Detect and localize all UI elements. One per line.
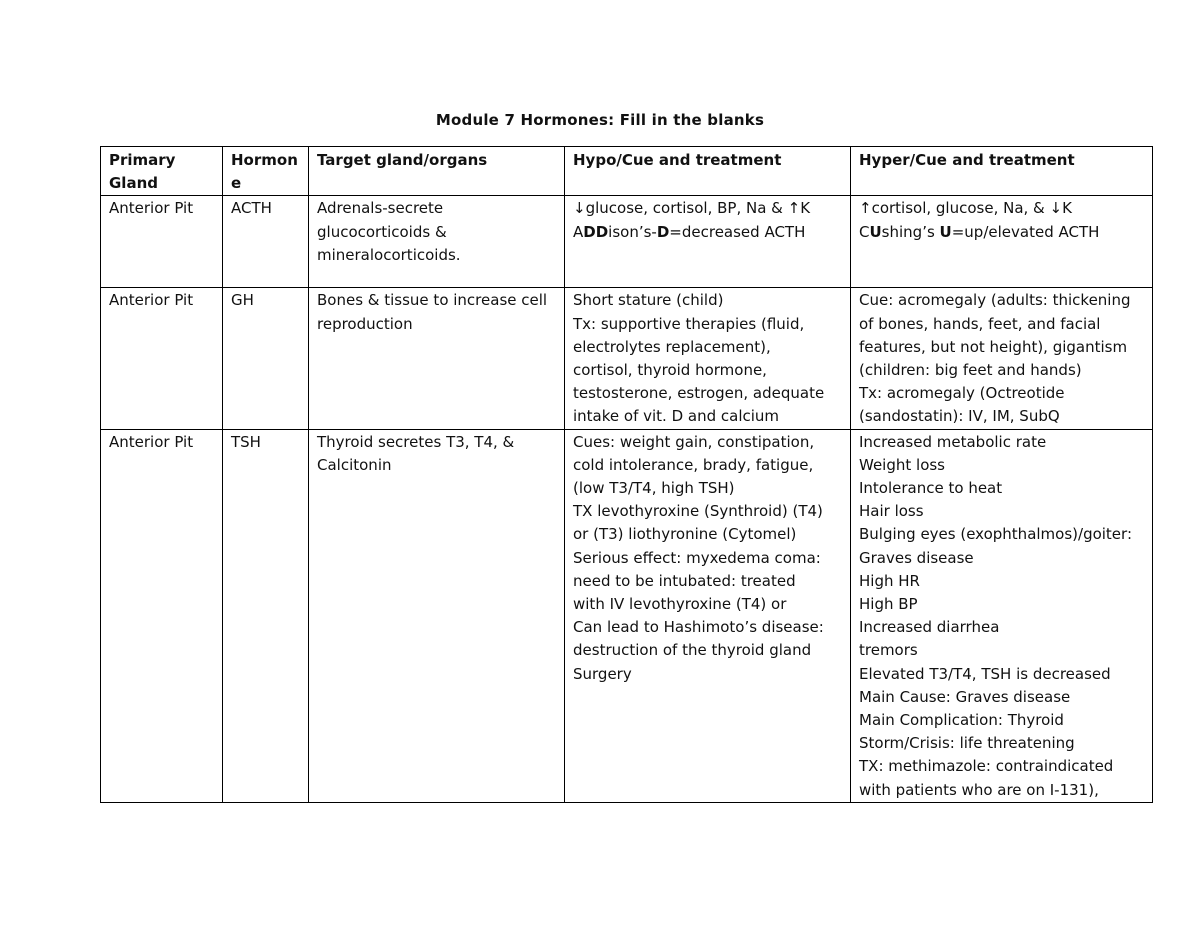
mnemonic-emphasis: U: [869, 222, 882, 241]
cell-line: Weight loss: [859, 455, 946, 474]
cell-line: Increased metabolic rate: [859, 432, 1047, 451]
cell-hyper: [851, 288, 1153, 429]
header-target: Target gland/organs: [309, 147, 565, 196]
cell-line: tremors: [859, 641, 918, 660]
cell-hormone: GH: [223, 288, 309, 429]
cell-target: [309, 288, 565, 429]
cell-line: Tx: acromegaly (Octreotide: [859, 384, 1065, 403]
mnemonic-part: =up/elevated ACTH: [951, 222, 1100, 241]
cell-hypo: [565, 196, 851, 288]
table-row: [101, 196, 1153, 288]
cell-gland: Anterior Pit: [101, 196, 223, 288]
cushings-mnemonic: [859, 221, 1144, 244]
cell-line: High HR: [859, 571, 920, 590]
cell-line: intake of vit. D and calcium: [573, 407, 780, 426]
cell-line: with patients who are on I-131),: [859, 780, 1099, 799]
cell-line: TX: methimazole: contraindicated: [859, 757, 1114, 776]
mnemonic-emphasis: DD: [583, 222, 609, 241]
cell-line: Calcitonin: [317, 455, 392, 474]
hormones-table: [100, 146, 1153, 803]
table-row: [101, 429, 1153, 802]
cell-target: [309, 429, 565, 802]
cell-line: (sandostatin): IV, IM, SubQ: [859, 407, 1060, 426]
cell-gland: Anterior Pit: [101, 429, 223, 802]
cell-line: Hair loss: [859, 502, 924, 521]
header-text: e: [231, 174, 242, 193]
header-hormone: [223, 147, 309, 196]
mnemonic-part: C: [859, 222, 870, 241]
header-primary-gland: [101, 147, 223, 196]
cell-line: of bones, hands, feet, and facial: [859, 314, 1101, 333]
cell-line: mineralocorticoids.: [317, 245, 461, 264]
addisons-mnemonic: [573, 221, 842, 244]
header-text: Primary: [109, 151, 176, 169]
cell-line: Can lead to Hashimoto’s disease:: [573, 618, 824, 637]
cell-hypo: [565, 429, 851, 802]
mnemonic-part: A: [573, 222, 584, 241]
cell-line: with IV levothyroxine (T4) or: [573, 595, 787, 614]
cell-hyper: [851, 196, 1153, 288]
cell-line: need to be intubated: treated: [573, 571, 796, 590]
cell-gland: Anterior Pit: [101, 288, 223, 429]
cell-line: Thyroid secretes T3, T4, &: [317, 432, 515, 451]
header-hyper: Hyper/Cue and treatment: [851, 147, 1153, 196]
mnemonic-emphasis: U: [939, 222, 952, 241]
cell-line: Short stature (child): [573, 291, 724, 310]
cell-line: reproduction: [317, 314, 413, 333]
cell-line: destruction of the thyroid gland: [573, 641, 812, 660]
cell-hyper: [851, 429, 1153, 802]
cell-line: or (T3) liothyronine (Cytomel): [573, 525, 797, 544]
cell-line: Bulging eyes (exophthalmos)/goiter:: [859, 525, 1132, 544]
cell-line: cortisol, thyroid hormone,: [573, 361, 767, 380]
cell-line: (children: big feet and hands): [859, 361, 1082, 380]
cell-line: cold intolerance, brady, fatigue,: [573, 455, 814, 474]
cell-hypo: [565, 288, 851, 429]
cell-hormone: ACTH: [223, 196, 309, 288]
cell-line: Graves disease: [859, 548, 974, 567]
header-text: Gland: [109, 174, 158, 193]
mnemonic-part: =decreased ACTH: [669, 222, 806, 241]
cell-line: ↓glucose, cortisol, BP, Na & ↑K: [573, 199, 811, 218]
mnemonic-part: shing’s: [881, 222, 940, 241]
cell-line: Main Complication: Thyroid: [859, 711, 1064, 730]
page-title: Module 7 Hormones: Fill in the blanks: [435, 111, 765, 129]
header-hypo: Hypo/Cue and treatment: [565, 147, 851, 196]
cell-line: High BP: [859, 595, 918, 614]
cell-line: Surgery: [573, 664, 632, 683]
table-header-row: [101, 147, 1153, 196]
cell-line: Tx: supportive therapies (fluid,: [573, 314, 805, 333]
cell-line: glucocorticoids &: [317, 222, 447, 241]
cell-line: Adrenals-secrete: [317, 199, 444, 218]
cell-line: Serious effect: myxedema coma:: [573, 548, 821, 567]
cell-line: Intolerance to heat: [859, 479, 1003, 498]
table-row: [101, 288, 1153, 429]
mnemonic-emphasis: D: [656, 222, 670, 241]
cell-line: Main Cause: Graves disease: [859, 687, 1071, 706]
mnemonic-part: ison’s-: [608, 222, 657, 241]
cell-line: ↑cortisol, glucose, Na, & ↓K: [859, 199, 1072, 218]
cell-hormone: TSH: [223, 429, 309, 802]
cell-line: Storm/Crisis: life threatening: [859, 734, 1075, 753]
cell-line: TX levothyroxine (Synthroid) (T4): [573, 502, 823, 521]
cell-line: Elevated T3/T4, TSH is decreased: [859, 664, 1111, 683]
cell-line: electrolytes replacement),: [573, 337, 771, 356]
cell-line: Increased diarrhea: [859, 618, 1000, 637]
cell-line: testosterone, estrogen, adequate: [573, 384, 825, 403]
header-text: Hormon: [231, 151, 298, 169]
cell-line: features, but not height), gigantism: [859, 337, 1128, 356]
cell-line: Cue: acromegaly (adults: thickening: [859, 291, 1131, 310]
cell-line: Cues: weight gain, constipation,: [573, 432, 815, 451]
cell-target: [309, 196, 565, 288]
cell-line: Bones & tissue to increase cell: [317, 291, 548, 310]
cell-line: (low T3/T4, high TSH): [573, 479, 735, 498]
